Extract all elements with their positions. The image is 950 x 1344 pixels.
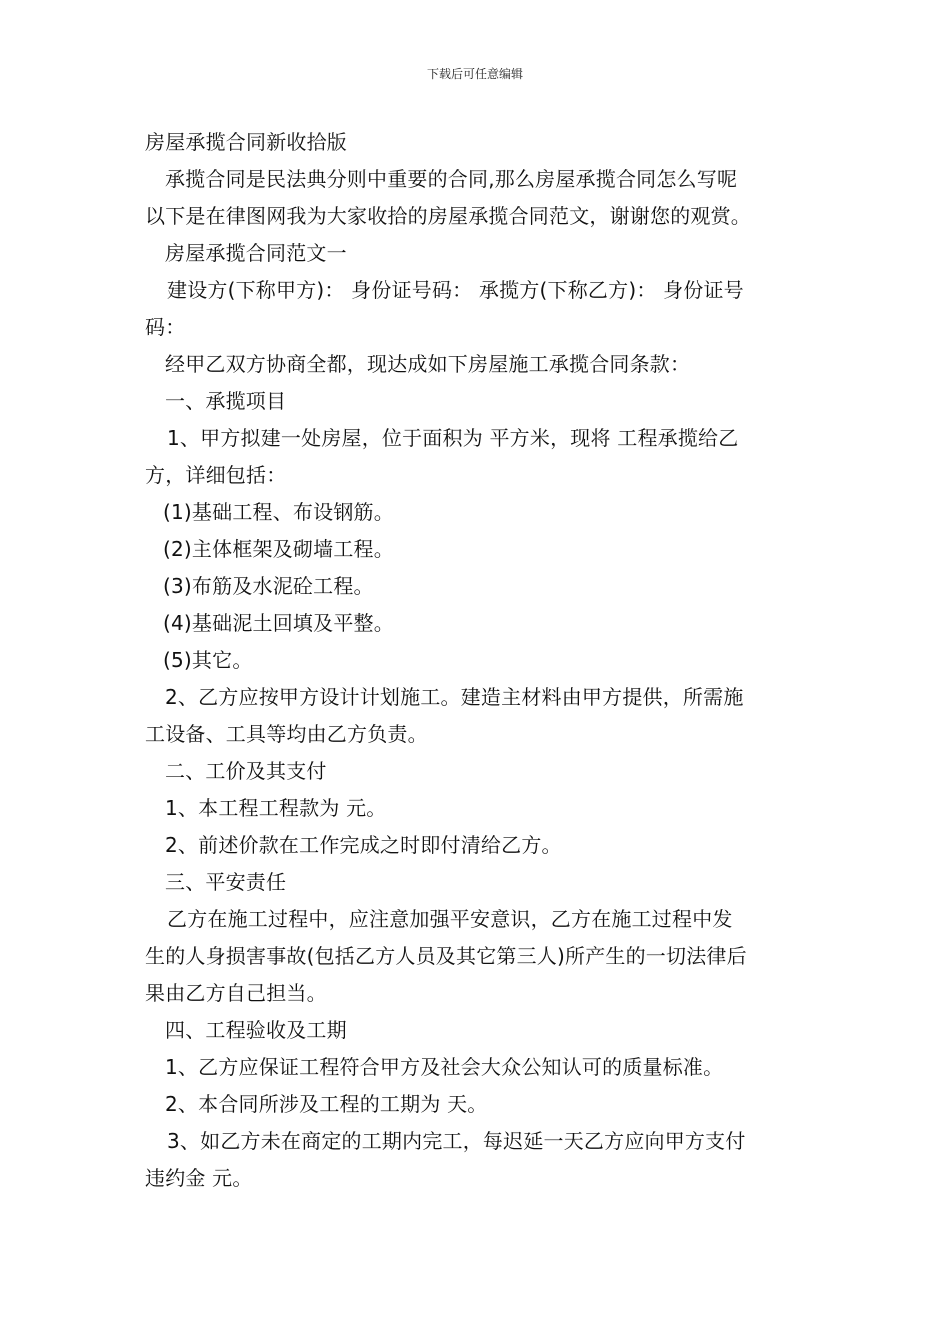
- paragraph-line: 违约金 元。: [145, 1166, 253, 1190]
- paragraph-line: 1、甲方拟建一处房屋，位于面积为 平方米，现将 工程承揽给乙: [167, 426, 739, 450]
- paragraph-line: 经甲乙双方协商全都，现达成如下房屋施工承揽合同条款：: [165, 352, 691, 376]
- section-heading: 四、工程验收及工期: [165, 1018, 347, 1042]
- paragraph-line: 2、本合同所涉及工程的工期为 天。: [165, 1092, 488, 1116]
- section-heading: 三、平安责任: [165, 870, 287, 894]
- paragraph-line: 2、乙方应按甲方设计计划施工。建造主材料由甲方提供，所需施: [165, 685, 744, 709]
- paragraph-line: 1、本工程工程款为 元。: [165, 796, 387, 820]
- section-heading: 二、工价及其支付: [165, 759, 327, 783]
- list-item: (5)其它。: [163, 648, 253, 672]
- list-item: (2)主体框架及砌墙工程。: [163, 537, 394, 561]
- document-title: 房屋承揽合同新收拾版: [145, 130, 347, 154]
- paragraph-line: 2、前述价款在工作完成之时即付清给乙方。: [165, 833, 562, 857]
- paragraph-line: 果由乙方自己担当。: [145, 981, 327, 1005]
- section-heading: 房屋承揽合同范文一: [165, 241, 347, 265]
- list-item: (1)基础工程、布设钢筋。: [163, 500, 394, 524]
- paragraph-line: 工设备、工具等均由乙方负责。: [145, 722, 428, 746]
- paragraph-line: 生的人身损害事故(包括乙方人员及其它第三人)所产生的一切法律后: [145, 944, 747, 968]
- page-header: 下载后可任意编辑: [426, 67, 523, 81]
- list-item: (3)布筋及水泥砼工程。: [163, 574, 374, 598]
- paragraph-line: 码：: [145, 315, 186, 339]
- paragraph-line: 方，详细包括：: [145, 463, 287, 487]
- paragraph-line: 承揽合同是民法典分则中重要的合同,那么房屋承揽合同怎么写呢: [165, 167, 738, 191]
- section-heading: 一、承揽项目: [165, 389, 287, 413]
- list-item: (4)基础泥土回填及平整。: [163, 611, 394, 635]
- paragraph-line: 乙方在施工过程中，应注意加强平安意识，乙方在施工过程中发: [167, 907, 733, 931]
- paragraph-line: 1、乙方应保证工程符合甲方及社会大众公知认可的质量标准。: [165, 1055, 724, 1079]
- document-body: [145, 124, 810, 1197]
- paragraph-line: 3、如乙方未在商定的工期内完工，每迟延一天乙方应向甲方支付: [167, 1129, 746, 1153]
- paragraph-line: 以下是在律图网我为大家收拾的房屋承揽合同范文，谢谢您的观赏。: [145, 204, 751, 228]
- paragraph-line: 建设方(下称甲方)： 身份证号码： 承揽方(下称乙方)： 身份证号: [167, 278, 744, 302]
